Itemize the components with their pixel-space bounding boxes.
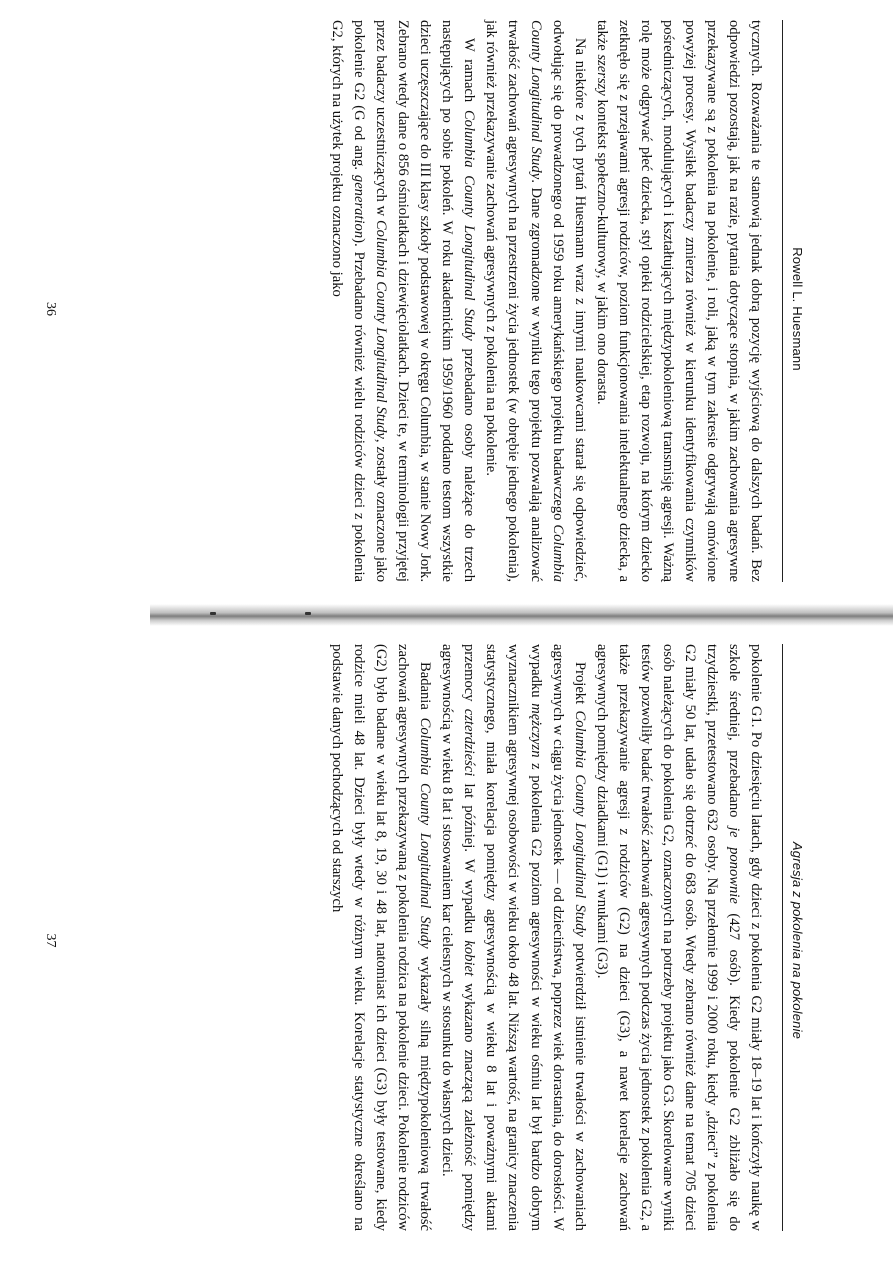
page-37 — [0, 618, 893, 1263]
body-text — [326, 20, 767, 582]
paragraph: W ramach Columbia County Longitudinal Study przebadano osoby należące do trzech następujących po sobie pokoleń. W roku akademickim 1959/1960 poddano testom wszystkie dzieci uczęszczające do III klasy szkoły podstawowej w okręgu Columbia, w stanie Nowy Jork. Zebrano wtedy dane o 856 ośmiolatkach i dziewięciolatkach. Dzieci te, w terminologii przyjętej przez badaczy uczestniczących w Columbia County Longitudinal Study, zostały oznaczone jako pokolenie G2 (G od ang. generation). Przebadano również wielu rodziców dzieci z pokolenia G2, których na użytek projektu oznaczono jako — [329, 20, 478, 582]
paragraph: pokolenie G1. Po dziesięciu latach, gdy dzieci z pokolenia G2 miały 18–19 lat i kończyły naukę w szkole średniej, przebadano je ponownie (427 osób). Kiedy pokolenie G2 zbliżało się do trzydziestki, przetestowano 632 osoby. Na przełomie 1999 i 2000 roku, kiedy „dzieci” z pokolenia G2 miały 50 lat, udało się dotrzeć do 683 osób. Wtedy zebrano również dane na temat 705 dzieci osób należących do pokolenia G2, oznaczonych na potrzeby projektu jako G3. Skorelowane wyniki testów pozwoliły badać trwałość zachowań agresywnych podczas życia jednostek z pokolenia G2, a także przekazywanie agresji z rodziców (G2) na dzieci (G3), a nawet korelacje zachowań agresywnych pomiędzy dziadkami (G1) i wnukami (G3). — [593, 644, 764, 1232]
paragraph: Projekt Columbia County Longitudinal Study potwierdził istnienie trwałości w zachowaniach agresywnych w ciągu życia jednostek — od dzieciństwa, poprzez wiek dorastania, do dorosłości. W wypadku mężczyzn z pokolenia G2 poziom agresywności w wieku ośmiu lat był bardzo dobrym wyznacznikiem agresywnej osobowości w wieku około 48 lat. Niższą wartość, na granicy znaczenia statystycznego, miała korelacja pomiędzy agresywnością w wieku 8 lat i poważnymi aktami przemocy czterdzieści lat później. W wypadku kobiet wykazano znaczącą zależność pomiędzy agresywnością w wieku 8 lat i stosowaniem kar cielesnych w stosunku do własnych dzieci. — [439, 644, 588, 1232]
paragraph: Badania Columbia County Longitudinal Study wykazały silną międzypokoleniową trwałość zachowań agresywnych przekazywaną z pokolenia rodzica na pokolenie dzieci. Pokolenie rodziców (G2) było badane w wieku lat 8, 19, 30 i 48 lat, natomiast ich dzieci (G3) były testowane, kiedy rodzice mieli 48 lat. Dzieci były wtedy w różnym wieku. Korelacje statystyczne określano na podstawie danych pochodzących od starszych — [329, 644, 434, 1231]
page-37-frame — [0, 618, 893, 1263]
page-number: 37 — [43, 933, 58, 948]
header-rule — [782, 20, 783, 582]
paragraph: Na niektóre z tych pytań Huesmann wraz z innymi naukowcami starał się odpowiedzieć, odwołując się do prowadzonego od 1959 roku amerykańskiego projektu badawczego Columbia County Longitudinal Study. Dane zgromadzone w wyniku tego projektu pozwalają analizować trwałość zachowań agresywnych na przestrzeni życia jednostek (w obrębie jednego pokolenia), jak również przekazywanie zachowań agresywnych z pokolenia na pokolenie. — [483, 20, 588, 582]
paragraph: tycznych. Rozważania te stanowią jednak dobrą pozycję wyjściową do dalszych badań. Bez odpowiedzi pozostają, jak na razie, pytania dotyczące stopnia, w jakim zachowania agresywne przekazywane są z pokolenia na pokolenie, i roli, jaką w tym zakresie odgrywają omówione powyżej procesy. Wysiłek badaczy zmierza również w kierunku identyfikowania czynników pośredniczących, modulujących i kształtujących międzypokoleniową transmisję agresji. Ważną rolę może odgrywać płeć dziecka, styl opieki rodzicielskiej, etap rozwoju, na którym dziecko zetknęło się z przejawami agresji rodziców, poziom funkcjonowania intelektualnego dziecka, a także szerszy kontekst społeczno-kulturowy, w jakim ono dorasta. — [593, 20, 764, 582]
header-rule — [782, 644, 783, 1231]
page-36-frame — [0, 0, 893, 618]
running-head-title: Agresja z pokolenia na pokolenie — [790, 841, 805, 1040]
page-number: 36 — [43, 302, 58, 316]
body-text — [326, 644, 767, 1231]
running-head-author: Rowell L. Huesmann — [790, 247, 805, 371]
page-36 — [0, 0, 893, 618]
